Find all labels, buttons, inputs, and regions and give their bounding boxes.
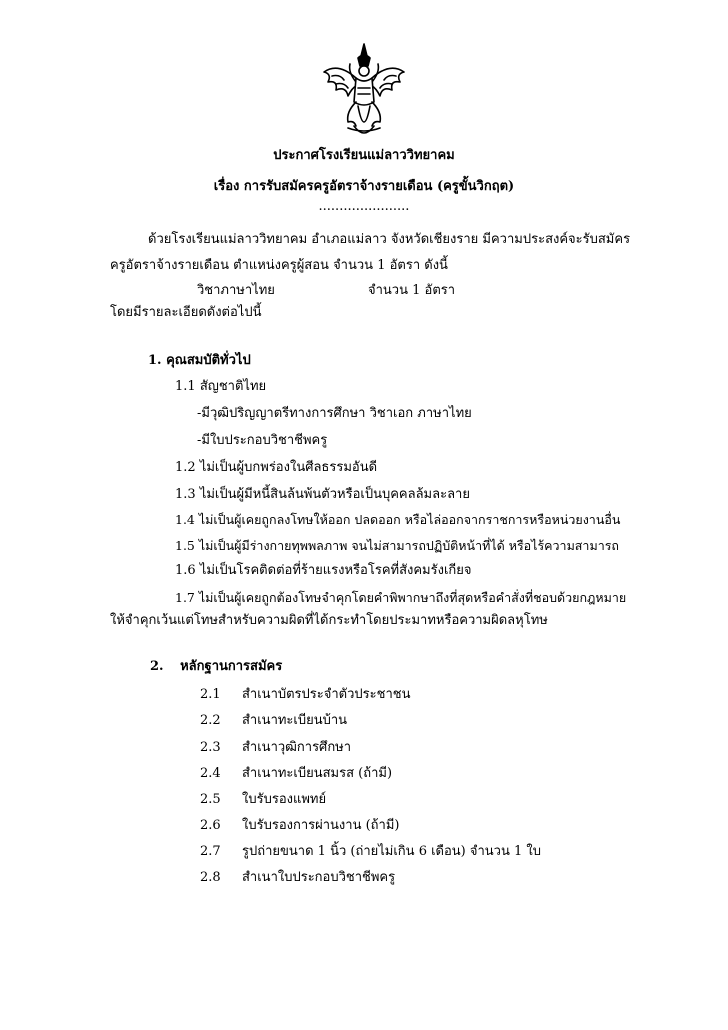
item-text: ไม่เป็นผู้เคยถูกลงโทษให้ออก ปลดออก หรือไล่ออกจากราชการหรือหน่วยงานอื่น <box>198 512 621 527</box>
section1-heading: 1. คุณสมบัติทั่วไป <box>148 353 251 368</box>
item-number: 2.3 <box>200 740 221 755</box>
item-text: ไม่เป็นผู้มีหนี้สินล้นพ้นตัวหรือเป็นบุคคลล้มละลาย <box>199 487 470 502</box>
item-text: สัญชาติไทย <box>199 379 267 394</box>
list-item <box>175 378 266 396</box>
item-number: 2.6 <box>200 818 221 833</box>
item-text: -มีใบประกอบวิชาชีพครู <box>197 433 328 448</box>
item-number: 2.5 <box>200 792 221 807</box>
item-text: ไม่เป็นโรคติดต่อที่ร้ายแรงหรือโรคที่สังคมรังเกียจ <box>199 563 472 578</box>
list-item <box>197 405 472 423</box>
list-item <box>200 869 395 887</box>
item-text: ใบรับรองแพทย์ <box>242 792 327 807</box>
item-number: 2.1 <box>200 687 221 702</box>
item-number: 2.8 <box>200 870 221 885</box>
list-item <box>175 511 620 529</box>
item-number: 1.2 <box>175 460 196 475</box>
item-text: รูปถ่ายขนาด 1 นิ้ว (ถ่ายไม่เกิน 6 เดือน) จำนวน 1 ใบ <box>242 844 542 859</box>
section2-title: หลักฐานการสมัคร <box>180 659 283 674</box>
list-item <box>200 686 410 704</box>
item-text: สำเนาบัตรประจำตัวประชาชน <box>242 687 411 702</box>
item-text: สำเนาทะเบียนสมรส (ถ้ามี) <box>242 766 393 781</box>
item-number: 1.3 <box>175 487 196 502</box>
list-item <box>175 459 377 477</box>
list-item <box>200 791 326 809</box>
section2-number: 2. <box>150 659 164 674</box>
item-text: -มีวุฒิปริญญาตรีทางการศึกษา วิชาเอก ภาษาไทย <box>197 406 472 421</box>
list-item <box>175 486 470 504</box>
list-item <box>175 562 472 580</box>
item-text: สำเนาใบประกอบวิชาชีพครู <box>242 870 396 885</box>
list-item-1-7: 1.7 ไม่เป็นผู้เคยถูกต้องโทษจำคุกโดยคำพิพากษาถึงที่สุดหรือคำสั่งที่ชอบด้วยกฎหมาย <box>175 590 627 605</box>
section2-heading <box>150 658 282 676</box>
list-item <box>200 843 541 861</box>
intro-line-4: โดยมีรายละเอียดดังต่อไปนี้ <box>110 305 262 320</box>
list-item <box>200 712 347 730</box>
list-item <box>200 817 399 835</box>
item-number: 1.6 <box>175 563 196 578</box>
position-subject: วิชาภาษาไทย <box>197 283 275 298</box>
item-text: สำเนาวุฒิการศึกษา <box>242 740 352 755</box>
list-item-1-7-continued: ให้จำคุกเว้นแต่โทษสำหรับความผิดที่ได้กระทำโดยประมาทหรือความผิดลหุโทษ <box>110 613 548 628</box>
list-item <box>175 537 619 555</box>
announcement-subject: เรื่อง การรับสมัครครูอัตราจ้างรายเดือน (ครูขั้นวิกฤต) <box>213 179 515 194</box>
item-number: 2.7 <box>200 844 221 859</box>
list-item <box>197 432 327 450</box>
item-number: 2.4 <box>200 766 221 781</box>
item-text: ไม่เป็นผู้บกพร่องในศีลธรรมอันดี <box>199 460 378 475</box>
announcement-title: ประกาศโรงเรียนแม่ลาววิทยาคม <box>273 148 455 163</box>
intro-line-1: ด้วยโรงเรียนแม่ลาววิทยาคม อำเภอแม่ลาว จังหวัดเชียงราย มีความประสงค์จะรับสมัคร <box>148 232 631 247</box>
list-item <box>200 739 351 757</box>
item-text: ไม่เป็นผู้มีร่างกายทุพพลภาพ จนไม่สามารถปฏิบัติหน้าที่ได้ หรือไร้ความสามารถ <box>198 538 619 553</box>
item-text: ใบรับรองการผ่านงาน (ถ้ามี) <box>242 818 400 833</box>
list-item <box>200 765 392 783</box>
garuda-emblem <box>318 42 410 140</box>
item-text: สำเนาทะเบียนบ้าน <box>242 713 348 728</box>
position-count: จำนวน 1 อัตรา <box>368 283 456 298</box>
item-number: 1.5 <box>175 538 195 553</box>
item-number: 1.1 <box>175 379 196 394</box>
intro-line-2: ครูอัตราจ้างรายเดือน ตำแหน่งครูผู้สอน จำนวน 1 อัตรา ดังนี้ <box>110 258 448 273</box>
separator-dots: ...................... <box>318 199 410 214</box>
item-number: 2.2 <box>200 713 221 728</box>
item-number: 1.4 <box>175 512 195 527</box>
